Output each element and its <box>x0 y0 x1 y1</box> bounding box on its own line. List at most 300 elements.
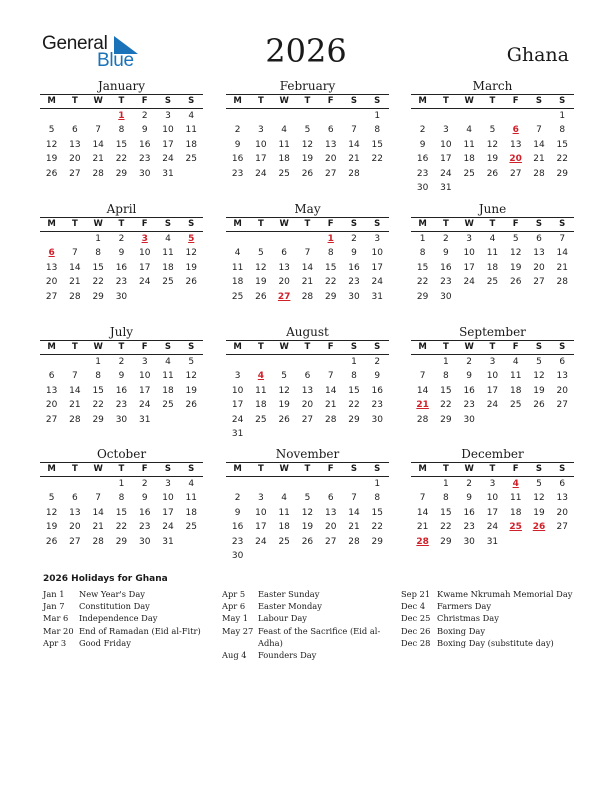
day-cell: 13 <box>278 262 290 273</box>
weekday-label: T <box>257 96 264 106</box>
holidays-title: 2026 Holidays for Ghana <box>43 574 168 584</box>
week-row <box>40 275 203 289</box>
weekday-label: T <box>118 96 125 106</box>
day-cell: 19 <box>255 277 267 288</box>
day-cell: 30 <box>115 414 128 425</box>
week-row <box>40 384 203 398</box>
day-cell: 23 <box>348 277 360 288</box>
empty-day-cell <box>504 290 527 304</box>
day-cell: 18 <box>278 154 290 165</box>
holiday-item <box>222 612 392 624</box>
empty-day-cell <box>481 290 504 304</box>
weekday-label: S <box>535 219 543 229</box>
weekday-label: S <box>164 219 172 229</box>
day-cell: 18 <box>486 262 499 273</box>
weekday-header <box>40 94 203 109</box>
month-june <box>411 201 574 304</box>
empty-day-cell <box>63 232 86 246</box>
holiday-item <box>43 600 213 612</box>
empty-day-cell <box>180 413 203 427</box>
week-row <box>40 491 203 505</box>
weekday-label: T <box>257 219 264 229</box>
day-cell: 13 <box>45 262 58 273</box>
weekday-label: S <box>374 96 381 106</box>
holiday-day-cell: 4 <box>512 479 519 489</box>
day-cell: 25 <box>185 154 197 165</box>
day-cell: 4 <box>512 357 519 367</box>
weekday-label: F <box>141 464 148 474</box>
day-cell: 1 <box>419 234 426 244</box>
month-february <box>226 78 389 181</box>
holiday-item <box>401 637 576 649</box>
day-cell: 12 <box>255 262 267 273</box>
empty-day-cell <box>342 549 365 563</box>
day-cell: 5 <box>188 357 195 367</box>
month-september <box>411 324 574 427</box>
week-row <box>411 477 574 491</box>
day-cell: 18 <box>162 262 174 273</box>
day-cell: 29 <box>371 536 383 547</box>
day-cell: 26 <box>185 277 197 288</box>
day-cell: 16 <box>371 385 383 396</box>
day-cell: 16 <box>115 385 128 396</box>
empty-day-cell <box>180 535 203 549</box>
day-cell: 12 <box>301 139 314 150</box>
holiday-name: Independence Day <box>79 613 158 624</box>
empty-day-cell <box>527 535 550 549</box>
day-cell: 25 <box>162 277 174 288</box>
week-row <box>411 355 574 369</box>
day-cell: 21 <box>348 522 360 533</box>
day-cell: 26 <box>45 168 58 179</box>
holiday-date: Apr 5 <box>222 589 246 599</box>
empty-day-cell <box>296 549 319 563</box>
day-cell: 4 <box>165 234 171 244</box>
day-cell: 16 <box>440 262 452 273</box>
calendar-country: Ghana <box>506 44 569 66</box>
day-cell: 17 <box>486 385 499 396</box>
day-cell: 30 <box>348 291 360 302</box>
day-cell: 15 <box>556 139 568 150</box>
day-cell: 18 <box>255 400 267 411</box>
day-cell: 18 <box>162 385 174 396</box>
day-cell: 9 <box>466 493 473 504</box>
day-cell: 6 <box>281 248 288 259</box>
empty-day-cell <box>342 477 365 491</box>
day-cell: 24 <box>231 414 244 425</box>
day-cell: 4 <box>466 125 473 136</box>
day-cell: 13 <box>69 139 81 150</box>
week-row <box>411 369 574 383</box>
weekday-header <box>226 462 389 477</box>
day-cell: 30 <box>463 414 475 425</box>
day-cell: 25 <box>162 400 174 411</box>
weekday-label: S <box>535 96 543 106</box>
month-title: April <box>106 202 137 216</box>
day-cell: 12 <box>185 371 197 382</box>
weekday-label: T <box>442 464 449 474</box>
empty-day-cell <box>527 181 550 195</box>
day-cell: 14 <box>416 507 429 518</box>
day-cell: 6 <box>536 234 542 244</box>
day-cell: 3 <box>443 125 449 136</box>
week-row <box>226 549 389 563</box>
empty-day-cell <box>411 355 434 369</box>
weekday-label: S <box>559 342 566 352</box>
empty-day-cell <box>551 413 574 427</box>
day-cell: 20 <box>301 400 314 411</box>
week-row <box>226 520 389 534</box>
weekday-label: F <box>141 96 148 106</box>
week-row <box>411 520 574 534</box>
holiday-name: Christmas Day <box>437 613 499 624</box>
day-cell: 6 <box>327 125 334 136</box>
day-cell: 27 <box>324 536 337 547</box>
brand-logo <box>42 30 152 72</box>
day-cell: 4 <box>188 111 195 121</box>
day-cell: 17 <box>255 154 267 165</box>
day-cell: 29 <box>92 291 104 302</box>
weekday-label: W <box>279 219 289 229</box>
weekday-label: F <box>141 342 148 352</box>
month-title: December <box>461 447 524 461</box>
day-cell: 31 <box>440 182 452 193</box>
holiday-day-cell: 27 <box>277 291 291 302</box>
month-january <box>40 78 203 181</box>
day-cell: 2 <box>118 234 125 244</box>
weekday-label: S <box>188 464 195 474</box>
empty-day-cell <box>527 413 550 427</box>
day-cell: 25 <box>185 522 197 533</box>
holiday-day-cell: 21 <box>416 400 429 411</box>
week-row <box>40 369 203 383</box>
day-cell: 18 <box>231 277 244 288</box>
day-cell: 5 <box>258 248 264 259</box>
day-cell: 15 <box>348 385 360 396</box>
day-cell: 9 <box>141 493 148 504</box>
day-cell: 10 <box>486 493 499 504</box>
day-cell: 28 <box>348 536 360 547</box>
week-row <box>226 535 389 549</box>
weekday-label: S <box>559 464 566 474</box>
holiday-item <box>222 625 392 649</box>
day-cell: 16 <box>463 385 475 396</box>
day-cell: 13 <box>556 493 568 504</box>
week-row <box>226 384 389 398</box>
week-row <box>411 232 574 246</box>
day-cell: 6 <box>559 357 566 367</box>
day-cell: 14 <box>92 139 104 150</box>
day-cell: 27 <box>324 168 337 179</box>
day-cell: 24 <box>371 277 383 288</box>
week-row <box>411 138 574 152</box>
day-cell: 21 <box>324 400 337 411</box>
day-cell: 13 <box>324 507 337 518</box>
day-cell: 30 <box>138 536 151 547</box>
holiday-item <box>401 600 576 612</box>
empty-day-cell <box>226 232 249 246</box>
week-row <box>226 491 389 505</box>
day-cell: 11 <box>231 262 244 273</box>
weekday-label: W <box>93 342 103 352</box>
empty-day-cell <box>180 167 203 181</box>
weekday-label: T <box>304 219 311 229</box>
day-cell: 3 <box>489 357 496 367</box>
day-cell: 19 <box>533 507 545 518</box>
holiday-item <box>43 637 213 649</box>
week-row <box>40 290 203 304</box>
day-cell: 8 <box>95 248 102 259</box>
month-may <box>226 201 389 304</box>
day-cell: 28 <box>556 277 568 288</box>
day-cell: 9 <box>351 248 357 259</box>
day-cell: 10 <box>255 139 267 150</box>
week-row <box>226 398 389 412</box>
empty-day-cell <box>319 549 342 563</box>
holiday-item <box>401 612 576 624</box>
day-cell: 31 <box>371 291 383 302</box>
day-cell: 30 <box>440 291 452 302</box>
empty-day-cell <box>296 427 319 441</box>
day-cell: 21 <box>69 277 81 288</box>
weekday-label: F <box>327 464 334 474</box>
weekday-header <box>411 217 574 232</box>
day-cell: 2 <box>234 493 241 504</box>
day-cell: 14 <box>301 262 314 273</box>
holiday-day-cell: 26 <box>532 522 546 533</box>
weekday-header <box>226 217 389 232</box>
day-cell: 11 <box>185 493 197 504</box>
day-cell: 6 <box>72 125 78 136</box>
month-title: November <box>275 447 340 461</box>
holiday-day-cell: 6 <box>512 125 519 136</box>
month-title: June <box>478 202 507 216</box>
day-cell: 6 <box>304 371 311 382</box>
empty-day-cell <box>87 477 110 491</box>
day-cell: 13 <box>69 507 81 518</box>
holiday-item <box>222 588 392 600</box>
weekday-label: T <box>489 219 496 229</box>
day-cell: 29 <box>440 414 452 425</box>
day-cell: 19 <box>45 154 58 165</box>
empty-day-cell <box>551 181 574 195</box>
day-cell: 22 <box>371 522 383 533</box>
weekday-header <box>226 94 389 109</box>
weekday-label: T <box>71 96 78 106</box>
day-cell: 25 <box>278 168 290 179</box>
weekday-label: W <box>464 219 474 229</box>
day-cell: 27 <box>556 400 568 411</box>
empty-day-cell <box>319 477 342 491</box>
empty-day-cell <box>458 290 481 304</box>
month-march <box>411 78 574 195</box>
holiday-name: Constitution Day <box>79 601 150 612</box>
day-cell: 17 <box>138 262 151 273</box>
day-cell: 29 <box>324 291 337 302</box>
empty-day-cell <box>319 109 342 123</box>
week-row <box>40 398 203 412</box>
weekday-label: T <box>118 342 125 352</box>
day-cell: 18 <box>509 507 522 518</box>
weekday-label: W <box>464 96 474 106</box>
month-title: January <box>97 79 146 93</box>
day-cell: 30 <box>463 536 475 547</box>
day-cell: 4 <box>489 234 496 244</box>
day-cell: 7 <box>72 371 78 382</box>
day-cell: 24 <box>486 400 499 411</box>
day-cell: 14 <box>92 507 104 518</box>
weekday-label: F <box>512 96 519 106</box>
day-cell: 7 <box>419 371 426 382</box>
day-cell: 16 <box>115 262 128 273</box>
brand-blue-text: Blue <box>97 50 134 71</box>
day-cell: 12 <box>509 248 522 259</box>
weekday-label: M <box>233 96 242 106</box>
day-cell: 8 <box>95 371 102 382</box>
day-cell: 19 <box>509 262 522 273</box>
weekday-label: W <box>279 96 289 106</box>
day-cell: 30 <box>138 168 151 179</box>
day-cell: 25 <box>463 168 475 179</box>
holiday-item <box>401 588 576 600</box>
day-cell: 31 <box>162 168 174 179</box>
week-row <box>226 427 389 441</box>
holiday-day-cell: 6 <box>48 248 55 259</box>
day-cell: 26 <box>533 400 545 411</box>
day-cell: 3 <box>374 234 381 244</box>
empty-day-cell <box>156 413 179 427</box>
day-cell: 3 <box>258 125 264 136</box>
month-april <box>40 201 203 304</box>
month-august <box>226 324 389 441</box>
month-title: October <box>96 447 147 461</box>
week-row <box>40 152 203 166</box>
day-cell: 3 <box>489 479 496 489</box>
day-cell: 12 <box>301 507 314 518</box>
weekday-label: S <box>559 96 566 106</box>
week-row <box>411 398 574 412</box>
weekday-label: S <box>350 96 358 106</box>
holiday-name: New Year's Day <box>79 589 145 599</box>
day-cell: 1 <box>118 479 125 489</box>
week-row <box>226 138 389 152</box>
day-cell: 11 <box>255 385 267 396</box>
day-cell: 24 <box>463 277 475 288</box>
day-cell: 3 <box>141 357 148 367</box>
holiday-date: Sep 21 <box>401 589 431 599</box>
day-cell: 29 <box>440 536 452 547</box>
weekday-header <box>40 462 203 477</box>
day-cell: 29 <box>348 414 360 425</box>
day-cell: 7 <box>327 371 334 382</box>
day-cell: 4 <box>281 493 288 504</box>
day-cell: 19 <box>45 522 58 533</box>
day-cell: 1 <box>559 111 566 121</box>
holiday-day-cell: 5 <box>188 234 195 244</box>
day-cell: 24 <box>162 522 174 533</box>
day-cell: 28 <box>416 414 429 425</box>
day-cell: 28 <box>92 536 104 547</box>
day-cell: 26 <box>278 414 290 425</box>
weekday-label: M <box>47 342 56 352</box>
week-row <box>411 167 574 181</box>
day-cell: 7 <box>72 248 78 259</box>
weekday-label: M <box>233 342 242 352</box>
week-row <box>411 491 574 505</box>
day-cell: 16 <box>231 522 244 533</box>
empty-day-cell <box>156 290 179 304</box>
weekday-label: M <box>233 219 242 229</box>
week-row <box>411 290 574 304</box>
holiday-date: Dec 28 <box>401 637 431 648</box>
weekday-label: S <box>164 96 172 106</box>
day-cell: 25 <box>509 400 522 411</box>
day-cell: 14 <box>533 139 545 150</box>
day-cell: 31 <box>486 536 499 547</box>
day-cell: 28 <box>301 291 314 302</box>
day-cell: 11 <box>278 139 290 150</box>
day-cell: 5 <box>48 125 55 136</box>
day-cell: 23 <box>231 536 244 547</box>
day-cell: 25 <box>486 277 499 288</box>
day-cell: 17 <box>371 262 383 273</box>
weekday-label: F <box>512 219 519 229</box>
day-cell: 15 <box>371 139 383 150</box>
week-row <box>40 138 203 152</box>
day-cell: 20 <box>324 154 337 165</box>
day-cell: 20 <box>45 277 58 288</box>
empty-day-cell <box>87 109 110 123</box>
weekday-label: S <box>350 464 358 474</box>
day-cell: 27 <box>509 168 522 179</box>
weekday-label: S <box>164 464 172 474</box>
day-cell: 3 <box>234 371 241 382</box>
empty-day-cell <box>504 109 527 123</box>
holiday-date: Mar 6 <box>43 613 69 624</box>
empty-day-cell <box>481 109 504 123</box>
day-cell: 1 <box>351 357 357 367</box>
day-cell: 14 <box>69 385 81 396</box>
day-cell: 19 <box>486 154 499 165</box>
month-title: July <box>109 325 134 339</box>
weekday-label: M <box>47 96 56 106</box>
week-row <box>226 275 389 289</box>
weekday-label: S <box>164 342 172 352</box>
holiday-name: Labour Day <box>258 613 307 624</box>
weekday-header <box>411 462 574 477</box>
week-row <box>226 290 389 304</box>
day-cell: 19 <box>533 385 545 396</box>
empty-day-cell <box>40 232 63 246</box>
day-cell: 28 <box>533 168 545 179</box>
weekday-label: F <box>512 342 519 352</box>
empty-day-cell <box>40 477 63 491</box>
day-cell: 2 <box>466 357 473 367</box>
weekday-label: T <box>71 464 78 474</box>
day-cell: 24 <box>255 536 267 547</box>
day-cell: 23 <box>463 522 475 533</box>
day-cell: 30 <box>231 550 244 561</box>
day-cell: 2 <box>419 125 426 136</box>
holiday-name: Boxing Day (substitute day) <box>437 637 554 648</box>
day-cell: 4 <box>188 479 195 489</box>
empty-day-cell <box>504 413 527 427</box>
day-cell: 2 <box>466 479 473 489</box>
holiday-day-cell: 3 <box>141 234 148 244</box>
weekday-label: F <box>327 219 334 229</box>
empty-day-cell <box>551 290 574 304</box>
weekday-label: S <box>374 342 381 352</box>
